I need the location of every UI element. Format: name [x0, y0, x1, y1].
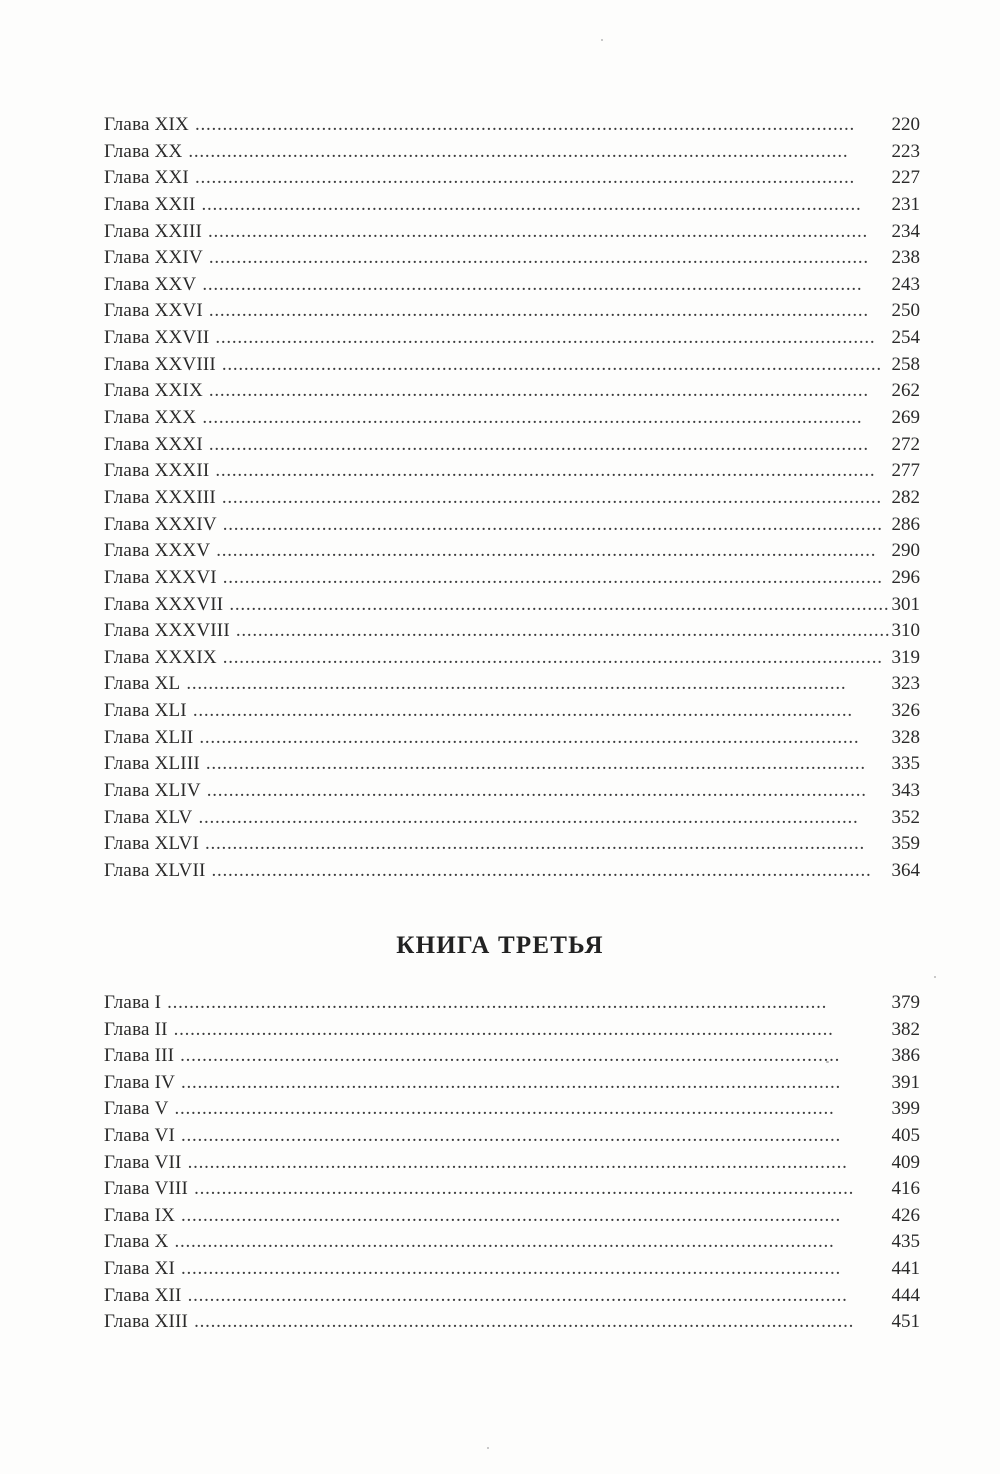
dot-leader: [199, 725, 889, 752]
page-number: 335: [891, 753, 920, 775]
dot-leader: [195, 112, 890, 139]
dot-leader: [202, 405, 889, 432]
dot-leader: [181, 1203, 889, 1230]
page-number: 227: [891, 167, 920, 189]
toc-entry[interactable]: [104, 1256, 920, 1283]
chapter-title: Глава XXXI: [104, 433, 203, 455]
dot-leader: [201, 192, 889, 219]
dot-leader: [222, 485, 890, 512]
chapter-title: Глава XII: [104, 1284, 182, 1306]
toc-entry[interactable]: [104, 805, 920, 832]
paper-speck: [934, 976, 936, 978]
chapter-title: Глава XL: [104, 673, 181, 695]
toc-entry[interactable]: [104, 112, 920, 139]
page-number: 386: [891, 1045, 920, 1067]
page-number: 310: [891, 620, 920, 642]
toc-entry[interactable]: [104, 858, 920, 885]
page-number: 426: [891, 1204, 920, 1226]
toc-entry[interactable]: [104, 325, 920, 352]
toc-entry[interactable]: [104, 1017, 920, 1044]
dot-leader: [207, 778, 890, 805]
chapter-title: Глава XXXII: [104, 460, 210, 482]
dot-leader: [175, 1229, 890, 1256]
toc-entry[interactable]: [104, 485, 920, 512]
chapter-title: Глава XXVII: [104, 327, 210, 349]
toc-entry[interactable]: [104, 1229, 920, 1256]
chapter-title: Глава XXVIII: [104, 353, 216, 375]
toc-list-book-two: [104, 112, 920, 885]
paper-speck: [601, 39, 603, 41]
page-number: 451: [891, 1311, 920, 1333]
paper-speck: [487, 1447, 489, 1449]
chapter-title: Глава XXXIV: [104, 513, 217, 535]
dot-leader: [215, 458, 889, 485]
dot-leader: [193, 698, 890, 725]
page-number: 352: [891, 806, 920, 828]
chapter-title: Глава XXX: [104, 407, 197, 429]
page-number: 444: [891, 1284, 920, 1306]
page-number: 250: [891, 300, 920, 322]
chapter-title: Глава IX: [104, 1204, 176, 1226]
chapter-title: Глава XXVI: [104, 300, 203, 322]
dot-leader: [222, 352, 890, 379]
dot-leader: [205, 831, 889, 858]
toc-entry[interactable]: [104, 1070, 920, 1097]
page-number: 290: [891, 540, 920, 562]
page-number: 399: [891, 1098, 920, 1120]
dot-leader: [209, 432, 890, 459]
toc-entry[interactable]: [104, 725, 920, 752]
page-number: 328: [891, 726, 920, 748]
chapter-title: Глава II: [104, 1018, 168, 1040]
dot-leader: [209, 245, 890, 272]
page-number: 441: [891, 1257, 920, 1279]
chapter-title: Глава XXII: [104, 193, 196, 215]
dot-leader: [223, 565, 890, 592]
toc-entry[interactable]: [104, 538, 920, 565]
dot-leader: [188, 1283, 890, 1310]
toc-entry[interactable]: [104, 1309, 920, 1336]
dot-leader: [175, 1096, 890, 1123]
chapter-title: Глава IV: [104, 1071, 176, 1093]
dot-leader: [236, 618, 890, 645]
chapter-title: Глава XLVI: [104, 833, 200, 855]
toc-entry[interactable]: [104, 831, 920, 858]
chapter-title: Глава XLIII: [104, 753, 200, 775]
toc-entry[interactable]: [104, 352, 920, 379]
dot-leader: [212, 858, 890, 885]
chapter-title: Глава VI: [104, 1124, 176, 1146]
toc-entry[interactable]: [104, 751, 920, 778]
page-number: 364: [891, 859, 920, 881]
chapter-title: Глава XI: [104, 1257, 176, 1279]
dot-leader: [167, 990, 889, 1017]
dot-leader: [229, 592, 889, 619]
toc-entry[interactable]: [104, 1203, 920, 1230]
chapter-title: Глава XXXIII: [104, 486, 216, 508]
toc-entry[interactable]: [104, 645, 920, 672]
chapter-title: Глава XXV: [104, 273, 197, 295]
dot-leader: [209, 378, 890, 405]
toc-entry[interactable]: [104, 778, 920, 805]
page-number: 277: [891, 460, 920, 482]
page-number: 343: [891, 780, 920, 802]
chapter-title: Глава XXXVI: [104, 566, 217, 588]
toc-entry[interactable]: [104, 458, 920, 485]
toc-entry[interactable]: [104, 512, 920, 539]
toc-entry[interactable]: [104, 698, 920, 725]
chapter-title: Глава VII: [104, 1151, 182, 1173]
toc-entry[interactable]: [104, 139, 920, 166]
dot-leader: [194, 1176, 889, 1203]
dot-leader: [181, 1256, 889, 1283]
chapter-title: Глава XXXVII: [104, 593, 224, 615]
chapter-title: Глава XIX: [104, 114, 189, 135]
page-number: 272: [891, 433, 920, 455]
dot-leader: [223, 512, 890, 539]
toc-entry[interactable]: [104, 432, 920, 459]
toc-entry[interactable]: [104, 1043, 920, 1070]
page-number: 258: [891, 353, 920, 375]
dot-leader: [208, 219, 890, 246]
page-number: 323: [891, 673, 920, 695]
toc-entry[interactable]: [104, 990, 920, 1017]
chapter-title: Глава XLI: [104, 700, 187, 722]
dot-leader: [186, 671, 889, 698]
toc-entry[interactable]: [104, 671, 920, 698]
toc-entry[interactable]: [104, 565, 920, 592]
dot-leader: [202, 272, 889, 299]
page-number: 382: [891, 1018, 920, 1040]
page-number: 326: [891, 700, 920, 722]
page-number: 286: [891, 513, 920, 535]
page-number: 269: [891, 407, 920, 429]
dot-leader: [209, 298, 890, 325]
chapter-title: Глава XXIX: [104, 380, 203, 402]
chapter-title: Глава XLVII: [104, 859, 206, 881]
chapter-title: Глава XIII: [104, 1311, 189, 1333]
chapter-title: Глава III: [104, 1045, 175, 1067]
chapter-title: Глава XXXV: [104, 540, 211, 562]
page-number: 254: [891, 327, 920, 349]
page-number: 391: [891, 1071, 920, 1093]
page-number: 435: [891, 1231, 920, 1253]
page-number: 409: [891, 1151, 920, 1173]
toc-entry[interactable]: [104, 405, 920, 432]
toc-entry[interactable]: [104, 219, 920, 246]
toc-entry[interactable]: [104, 245, 920, 272]
toc-entry[interactable]: [104, 1096, 920, 1123]
dot-leader: [216, 538, 889, 565]
toc-entry[interactable]: [104, 298, 920, 325]
dot-leader: [195, 165, 890, 192]
page-number: 359: [891, 833, 920, 855]
toc-entry[interactable]: [104, 618, 920, 645]
toc-entry[interactable]: [104, 592, 920, 619]
page-number: 282: [891, 486, 920, 508]
toc-entry[interactable]: [104, 272, 920, 299]
chapter-title: Глава XXIII: [104, 220, 202, 242]
chapter-title: Глава X: [104, 1231, 169, 1253]
page-number: 379: [891, 992, 920, 1013]
page-number: 234: [891, 220, 920, 242]
toc-entry[interactable]: [104, 192, 920, 219]
toc-list-book-three: [104, 990, 920, 1336]
page-number: 223: [891, 140, 920, 162]
dot-leader: [188, 1150, 890, 1177]
toc-entry[interactable]: [104, 1123, 920, 1150]
chapter-title: Глава VIII: [104, 1178, 189, 1200]
dot-leader: [188, 139, 889, 166]
dot-leader: [180, 1043, 889, 1070]
dot-leader: [181, 1123, 889, 1150]
chapter-title: Глава XXXIX: [104, 646, 217, 668]
chapter-title: Глава XXXVIII: [104, 620, 230, 642]
page-number: 296: [891, 566, 920, 588]
chapter-title: Глава XLIV: [104, 780, 201, 802]
chapter-title: Глава XX: [104, 140, 183, 162]
dot-leader: [215, 325, 889, 352]
chapter-title: Глава XXIV: [104, 247, 203, 269]
chapter-title: Глава XXI: [104, 167, 189, 189]
page-number: 301: [891, 593, 920, 615]
section-heading: КНИГА ТРЕТЬЯ: [396, 932, 604, 959]
chapter-title: Глава XLII: [104, 726, 194, 748]
page-number: 238: [891, 247, 920, 269]
page-number: 319: [891, 646, 920, 668]
page-number: 220: [891, 114, 920, 135]
dot-leader: [206, 751, 890, 778]
toc-entry[interactable]: [104, 1176, 920, 1203]
dot-leader: [194, 1309, 889, 1336]
page-number: 416: [891, 1178, 920, 1200]
page-number: 262: [891, 380, 920, 402]
toc-entry[interactable]: [104, 1150, 920, 1177]
toc-entry[interactable]: [104, 1283, 920, 1310]
chapter-title: Глава V: [104, 1098, 169, 1120]
dot-leader: [181, 1070, 889, 1097]
dot-leader: [174, 1017, 890, 1044]
dot-leader: [198, 805, 889, 832]
toc-entry[interactable]: [104, 165, 920, 192]
chapter-title: Глава XLV: [104, 806, 193, 828]
page-number: 243: [891, 273, 920, 295]
chapter-title: Глава I: [104, 992, 162, 1013]
page-number: 405: [891, 1124, 920, 1146]
toc-entry[interactable]: [104, 378, 920, 405]
page-number: 231: [891, 193, 920, 215]
dot-leader: [223, 645, 890, 672]
